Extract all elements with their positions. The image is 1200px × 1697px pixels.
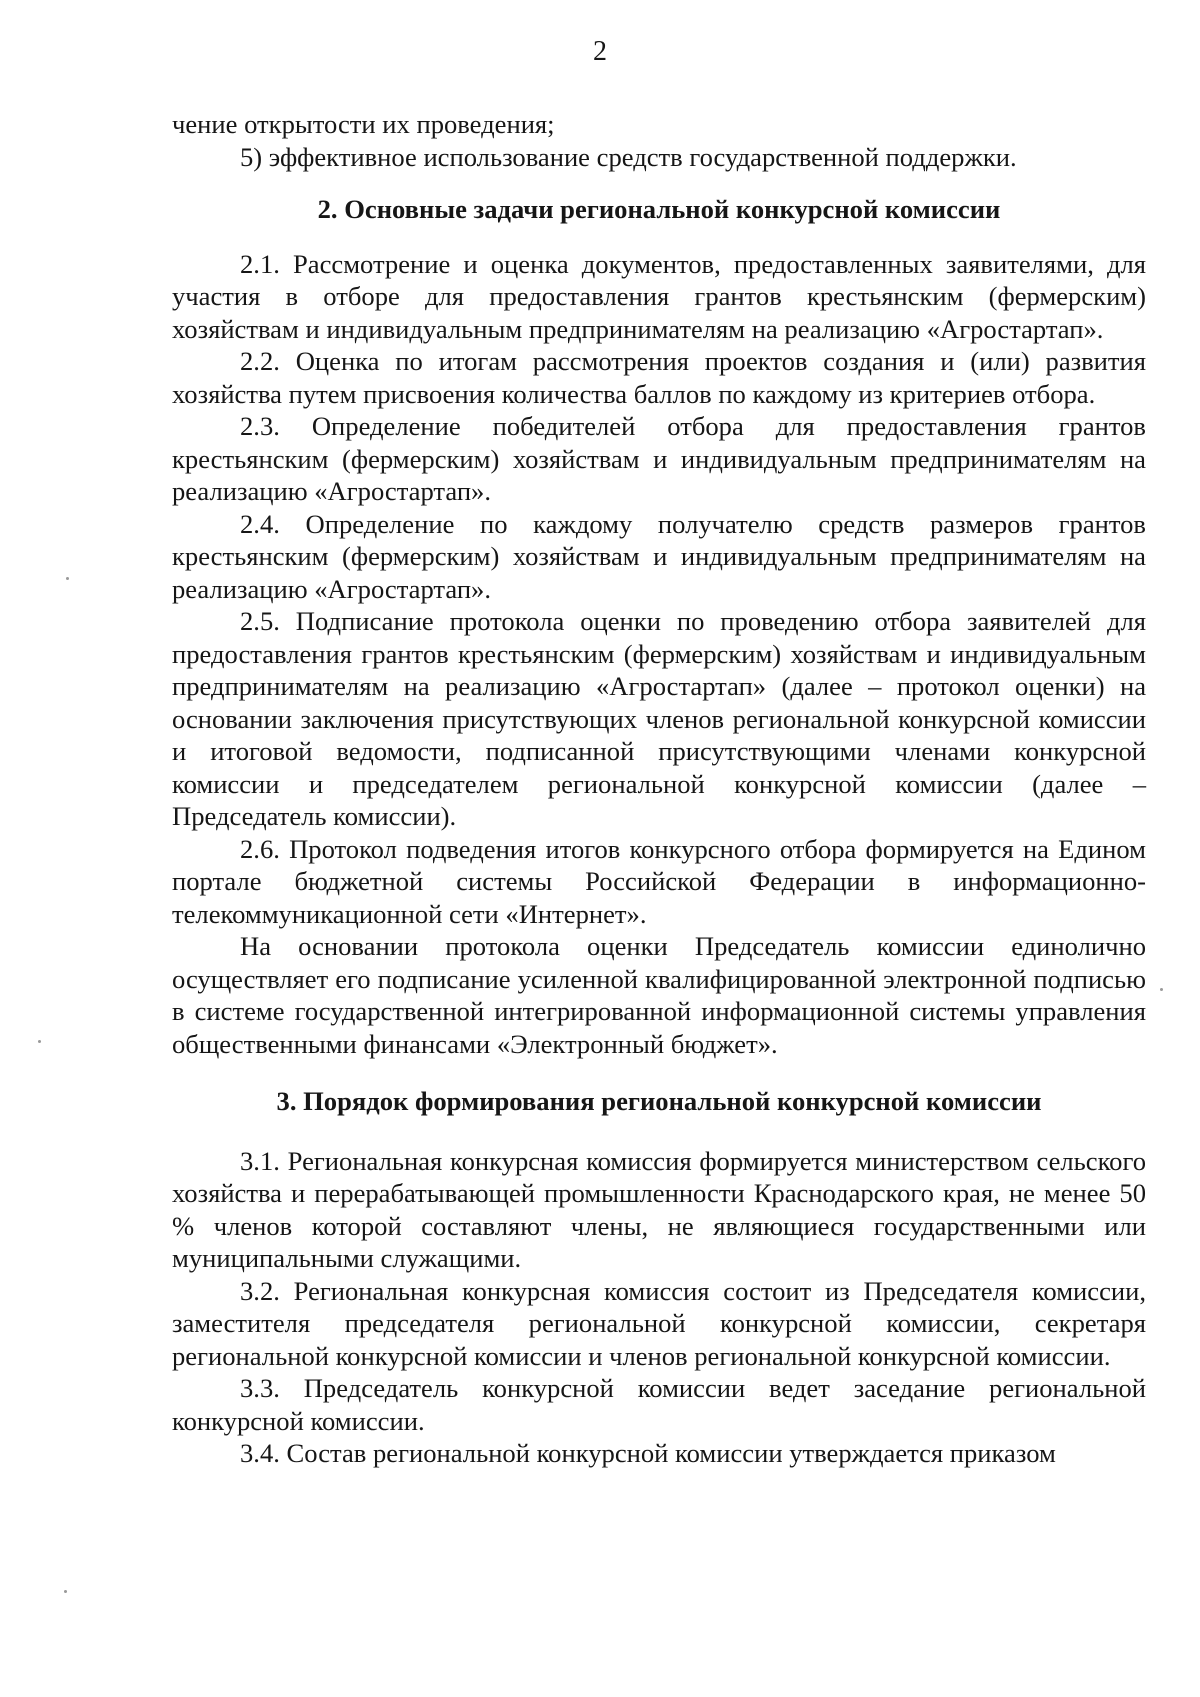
paragraph-3-1: 3.1. Региональная конкурсная комиссия формируется министерством сельского хозяйства и перерабатывающей промышленности Краснодарского края, не менее 50 % членов которой составляют члены, не являющиеся государственными или муниципальными служащими. — [172, 1145, 1146, 1273]
paragraph-2-6: 2.6. Протокол подведения итогов конкурсного отбора формируется на Едином портале бюджетной системы Российской Федерации в информационно-телекоммуникационной сети «Интернет». — [172, 833, 1146, 929]
spacer — [172, 226, 1146, 248]
paragraph-item-5: 5) эффективное использование средств государственной поддержки. — [240, 141, 1017, 172]
paragraph-2-4: 2.4. Определение по каждому получателю средств размеров грантов крестьянским (фермерским) хозяйствам и индивидуальным предпринимателям на реализацию «Агростартап». — [172, 508, 1146, 604]
paragraph-3-2: 3.2. Региональная конкурсная комиссия состоит из Председателя комиссии, заместителя председателя региональной конкурсной комиссии, секретаря региональной конкурсной комиссии и членов региональной конкурсной комиссии. — [172, 1275, 1146, 1371]
page-number: 2 — [593, 36, 607, 67]
spacer — [172, 1118, 1146, 1145]
paragraph-2-3: 2.3. Определение победителей отбора для предоставления грантов крестьянским (фермерским) хозяйствам и индивидуальным предпринимателям на реализацию «Агростартап». — [172, 411, 1146, 506]
paragraph-continuation: чение открытости их проведения; — [172, 109, 555, 139]
spacer — [172, 173, 1146, 193]
scan-speck — [64, 1590, 67, 1593]
scan-speck — [1160, 988, 1163, 991]
paragraph-2-2: 2.2. Оценка по итогам рассмотрения проектов создания и (или) развития хозяйства путем присвоения количества баллов по каждому из критериев отбора. — [172, 346, 1146, 409]
scan-speck — [66, 577, 69, 580]
section-3-heading: 3. Порядок формирования региональной конкурсной комиссии — [276, 1086, 1042, 1116]
section-2-heading: 2. Основные задачи региональной конкурсной комиссии — [317, 194, 1001, 224]
paragraph-3-3: 3.3. Председатель конкурсной комиссии ведет заседание региональной конкурсной комиссии. — [172, 1373, 1146, 1436]
scan-speck — [38, 1040, 41, 1043]
spacer — [172, 1060, 1146, 1085]
paragraph-2-5: 2.5. Подписание протокола оценки по проведению отбора заявителей для предоставления грантов крестьянским (фермерским) хозяйствам и индивидуальным предпринимателям на реализацию «Агростартап» (далее – протокол оценки) на основании заключения присутствующих членов региональной конкурсной комиссии и итоговой ведомости, подписанной присутствующими членами конкурсной комиссии и председателем региональной конкурсной комиссии (далее – Председатель комиссии). — [172, 606, 1146, 831]
paragraph-3-4: 3.4. Состав региональной конкурсной комиссии утверждается приказом — [240, 1438, 1056, 1468]
document-body — [172, 108, 1146, 1470]
paragraph-2-1: 2.1. Рассмотрение и оценка документов, предоставленных заявителями, для участия в отборе для предоставления грантов крестьянским (фермерским) хозяйствам и индивидуальным предпринимателям на реализацию «Агростартап». — [172, 248, 1146, 344]
paragraph-2-6-signing: На основании протокола оценки Председатель комиссии единолично осуществляет его подписание усиленной квалифицированной электронной подписью в системе государственной интегрированной информационной системы управления общественными финансами «Электронный бюджет». — [172, 931, 1146, 1059]
